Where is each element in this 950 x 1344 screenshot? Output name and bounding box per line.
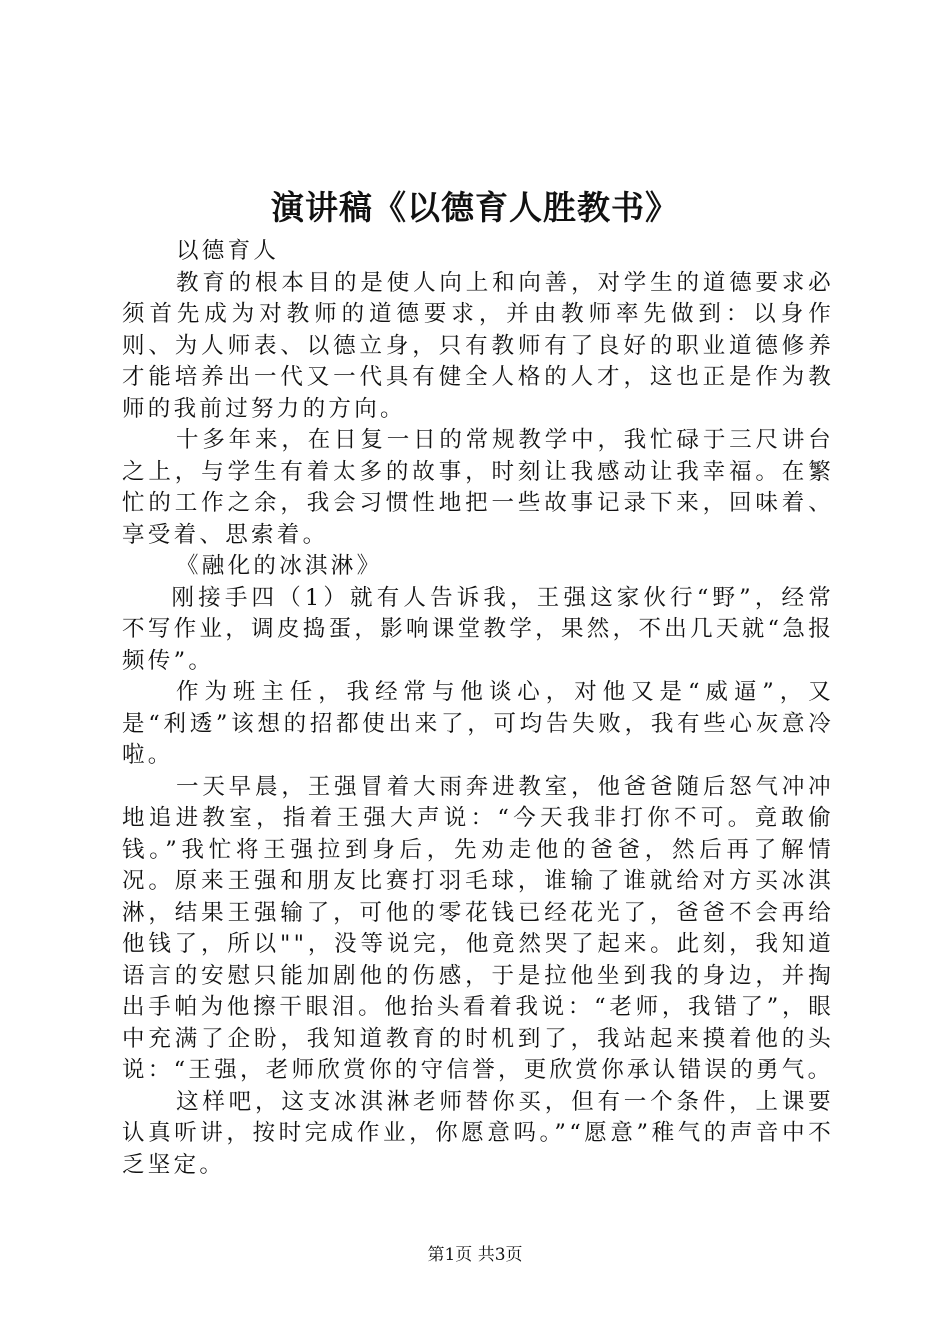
document-title: 演讲稿《以德育人胜教书》	[271, 188, 679, 227]
paragraph-heading: 以德育人	[176, 238, 280, 264]
paragraph: 作为班主任，我经常与他谈心，对他又是“威逼”，又是“利透”该想的招都使出来了，可均告失败，我有些心灰意冷啦。	[122, 679, 834, 768]
paragraph: 一天早晨，王强冒着大雨奔进教室，他爸爸随后怒气冲冲地追进教室，指着王强大声说：“今天我非打你不可。竟敢偷钱。”我忙将王强拉到身后，先劝走他的爸爸，然后再了解情况。原来王强和朋友比赛打羽毛球，谁输了谁就给对方买冰淇淋，结果王强输了，可他的零花钱已经花光了，爸爸不会再给他钱了，所以""，没等说完，他竟然哭了起来。此刻，我知道语言的安慰只能加剧他的伤感，于是拉他坐到我的身边，并掏出手帕为他擦干眼泪。他抬头看着我说：“老师，我错了”，眼中充满了企盼，我知道教育的时机到了，我站起来摸着他的头说：“王强，老师欣赏你的守信誉，更欣赏你承认错误的勇气。	[122, 773, 834, 1083]
paragraph: 教育的根本目的是使人向上和向善，对学生的道德要求必须首先成为对教师的道德要求，并由教师率先做到：以身作则、为人师表、以德立身，只有教师有了良好的职业道德修养才能培养出一代又一代具有健全人格的人才，这也正是作为教师的我前过努力的方向。	[122, 269, 834, 422]
document-body	[122, 236, 834, 1181]
paragraph-subheading: 《融化的冰淇淋》	[176, 553, 383, 579]
page-number-footer: 第1页 共3页	[427, 1245, 523, 1265]
paragraph: 十多年来，在日复一日的常规教学中，我忙碌于三尺讲台之上，与学生有着太多的故事，时刻让我感动让我幸福。在繁忙的工作之余，我会习惯性地把一些故事记录下来，回味着、享受着、思索着。	[122, 427, 834, 548]
paragraph: 这样吧，这支冰淇淋老师替你买，但有一个条件，上课要认真听讲，按时完成作业，你愿意吗。”“愿意”稚气的声音中不乏坚定。	[122, 1088, 834, 1178]
paragraph: 刚接手四（1）就有人告诉我，王强这家伙行“野”，经常不写作业，调皮捣蛋，影响课堂教学，果然，不出几天就“急报频传”。	[122, 584, 834, 674]
